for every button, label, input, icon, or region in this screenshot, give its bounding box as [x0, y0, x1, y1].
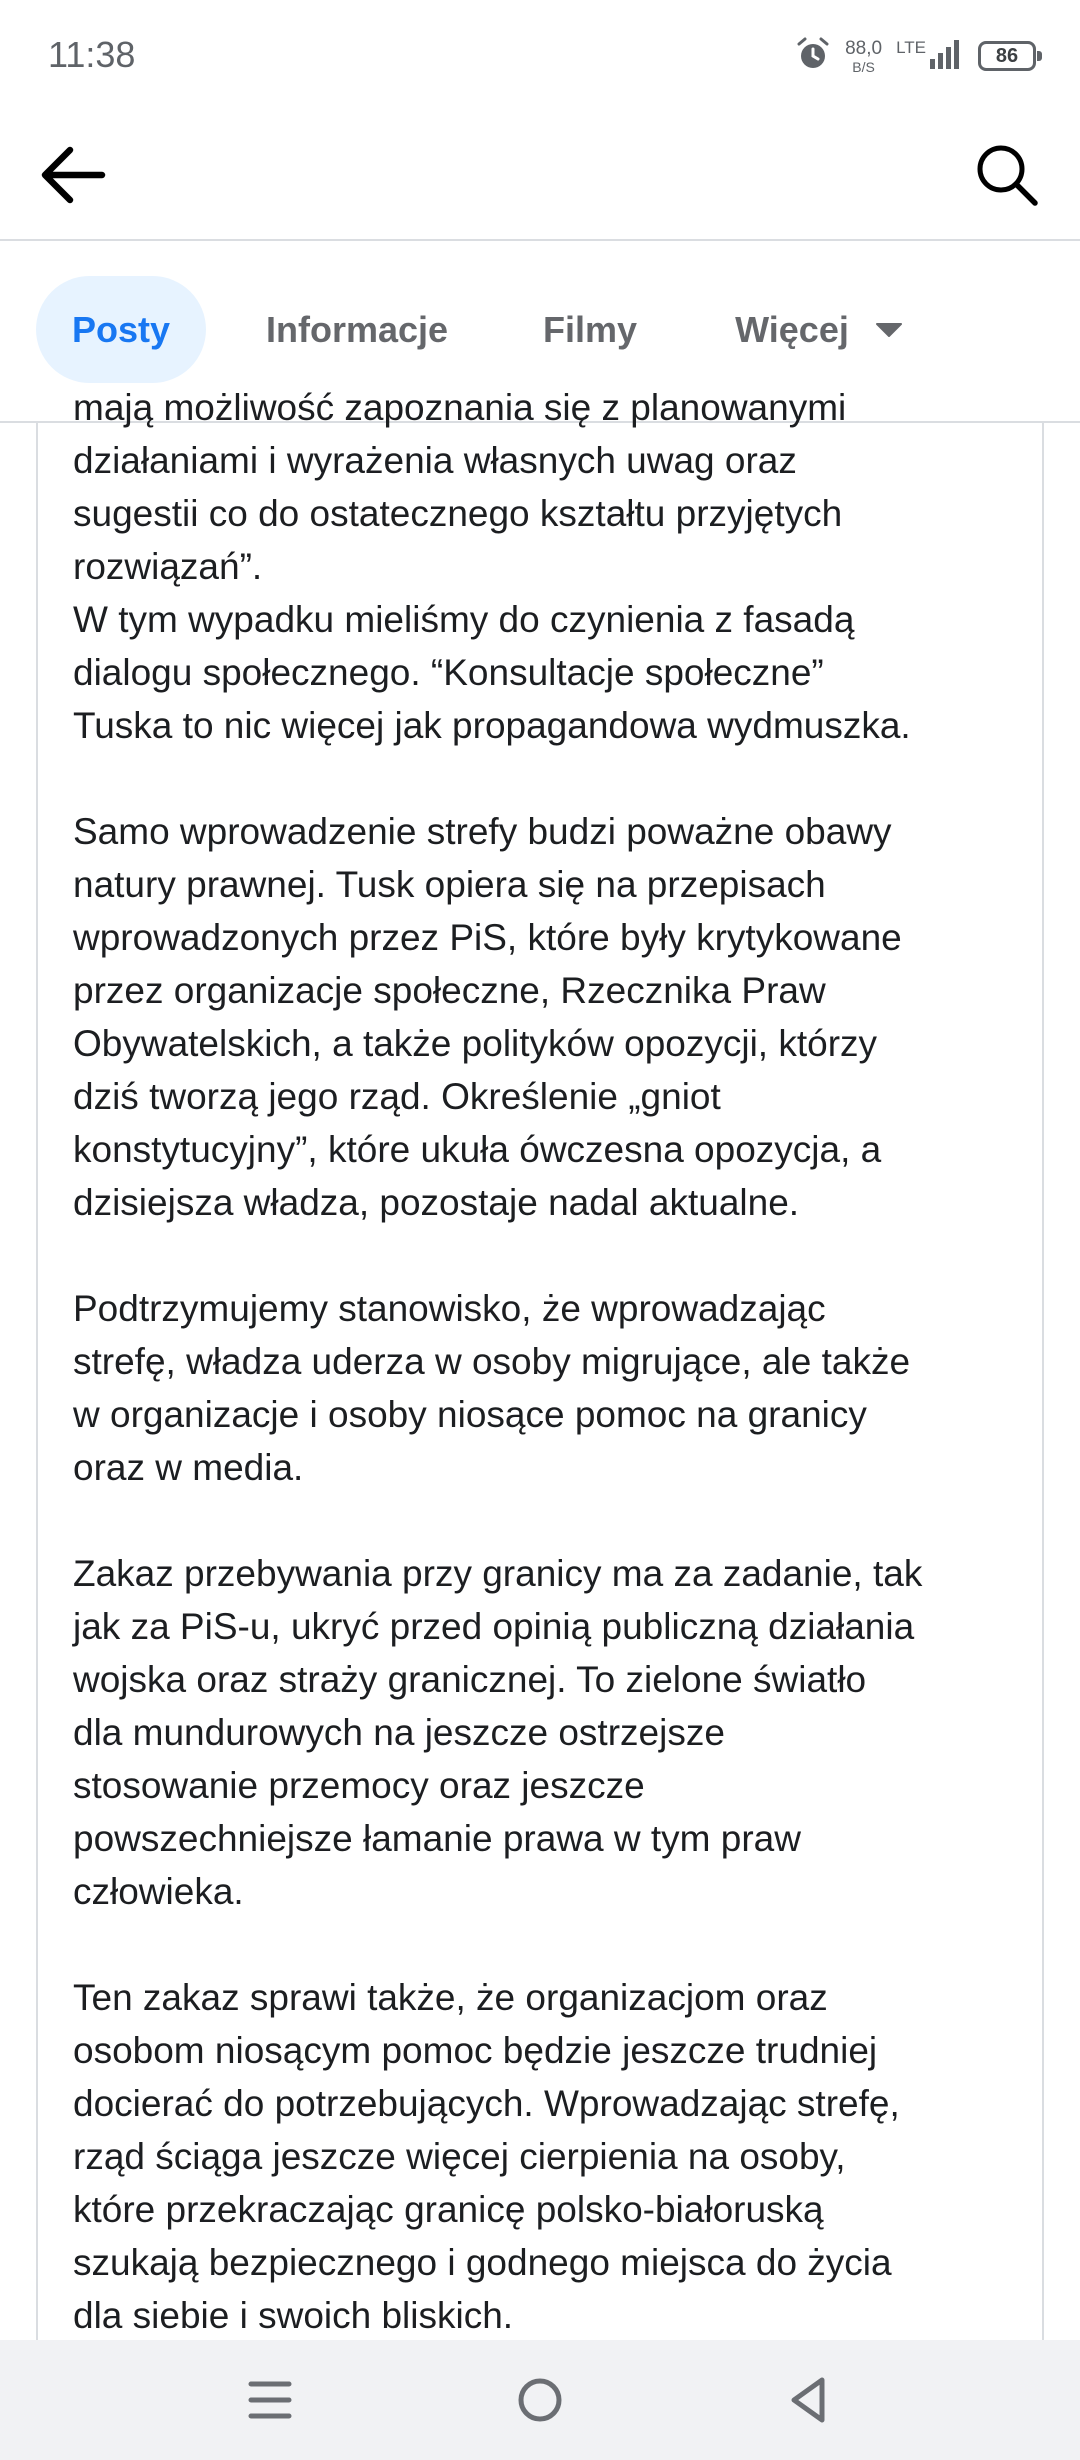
caret-down-icon	[875, 322, 903, 338]
post-line: dla siebie i swoich bliskich.	[73, 2295, 514, 2336]
post-line: dzisiejsza władza, pozostaje nadal aktualne.	[73, 1182, 800, 1223]
post-line: Tuska to nic więcej jak propagandowa wydmuszka.	[73, 705, 911, 746]
post-line: docierać do potrzebujących. Wprowadzając strefę,	[73, 2083, 900, 2124]
battery-level: 86	[995, 44, 1019, 67]
signal-indicator	[896, 39, 964, 74]
post-line: szukają bezpiecznego i godnego miejsca do życia	[73, 2242, 892, 2283]
arrow-left-icon	[40, 144, 106, 206]
status-time: 11:38	[48, 34, 136, 75]
post-line: wprowadzonych przez PiS, które były krytykowane	[73, 917, 902, 958]
post-line: przez organizacje społeczne, Rzecznika Praw	[73, 970, 826, 1011]
network-speed-unit: B/S	[852, 58, 875, 75]
post-line: dla mundurowych na jeszcze ostrzejsze	[73, 1712, 725, 1753]
post-line: dialogu społecznego. “Konsultacje społeczne”	[73, 652, 824, 693]
system-nav-bar	[0, 2340, 1080, 2460]
post-line: dziś tworzą jego rząd. Określenie „gniot	[73, 1076, 721, 1117]
post-line: osobom niosącym pomoc będzie jeszcze trudniej	[73, 2030, 878, 2071]
post-line: Samo wprowadzenie strefy budzi poważne obawy	[73, 811, 892, 852]
post-line: Zakaz przebywania przy granicy ma za zadanie, tak	[73, 1553, 923, 1594]
tab-wiecej[interactable]	[714, 276, 924, 383]
post-line: Obywatelskich, a także polityków opozycji, którzy	[73, 1023, 878, 1064]
battery-icon	[978, 41, 1036, 71]
post-card	[36, 387, 1044, 2340]
post-line: Podtrzymujemy stanowisko, że wprowadzając	[73, 1288, 826, 1329]
back-triangle-icon	[786, 2375, 830, 2425]
search-button[interactable]	[968, 136, 1046, 214]
menu-icon	[247, 2378, 293, 2422]
post-text	[73, 381, 1023, 2342]
post-line: W tym wypadku mieliśmy do czynienia z fasadą	[73, 599, 855, 640]
status-icons	[795, 28, 1036, 84]
post-line: rozwiązań”.	[73, 546, 263, 587]
network-type: LTE	[896, 37, 926, 57]
tab-wiecej-label: Więcej	[735, 308, 849, 350]
back-button[interactable]	[34, 136, 112, 214]
app-bar	[0, 112, 1080, 241]
post-line: człowieka.	[73, 1871, 244, 1912]
post-line: strefę, władza uderza w osoby migrujące, ale także	[73, 1341, 911, 1382]
home-button[interactable]	[510, 2370, 570, 2430]
recent-apps-button[interactable]	[240, 2370, 300, 2430]
post-line: konstytucyjny”, które ukuła ówczesna opozycja, a	[73, 1129, 882, 1170]
post-line: wojska oraz straży granicznej. To zielone światło	[73, 1659, 867, 1700]
post-line: mają możliwość zapoznania się z planowanymi	[73, 387, 847, 428]
search-icon	[975, 143, 1039, 207]
post-line: Ten zakaz sprawi także, że organizacjom oraz	[73, 1977, 828, 2018]
signal-bars-icon	[930, 39, 964, 74]
tab-informacje[interactable]: Informacje	[265, 308, 449, 350]
tab-filmy[interactable]: Filmy	[542, 308, 638, 350]
alarm-icon	[795, 36, 831, 77]
post-line: powszechniejsze łamanie prawa w tym praw	[73, 1818, 801, 1859]
post-line: jak za PiS-u, ukryć przed opinią publiczną działania	[73, 1606, 915, 1647]
status-bar	[0, 0, 1080, 112]
post-line: natury prawnej. Tusk opiera się na przepisach	[73, 864, 826, 905]
network-speed	[845, 39, 882, 74]
system-back-button[interactable]	[778, 2370, 838, 2430]
post-line: działaniami i wyrażenia własnych uwag oraz	[73, 440, 797, 481]
home-icon	[516, 2376, 564, 2424]
network-speed-value: 88,0	[845, 37, 883, 59]
post-line: sugestii co do ostatecznego kształtu przyjętych	[73, 493, 843, 534]
tab-posty[interactable]: Posty	[36, 276, 206, 383]
post-line: które przekraczając granicę polsko-białoruską	[73, 2189, 824, 2230]
post-line: rząd ściąga jeszcze więcej cierpienia na osoby,	[73, 2136, 846, 2177]
post-line: w organizacje i osoby niosące pomoc na granicy	[73, 1394, 867, 1435]
post-line: stosowanie przemocy oraz jeszcze	[73, 1765, 645, 1806]
post-line: oraz w media.	[73, 1447, 304, 1488]
